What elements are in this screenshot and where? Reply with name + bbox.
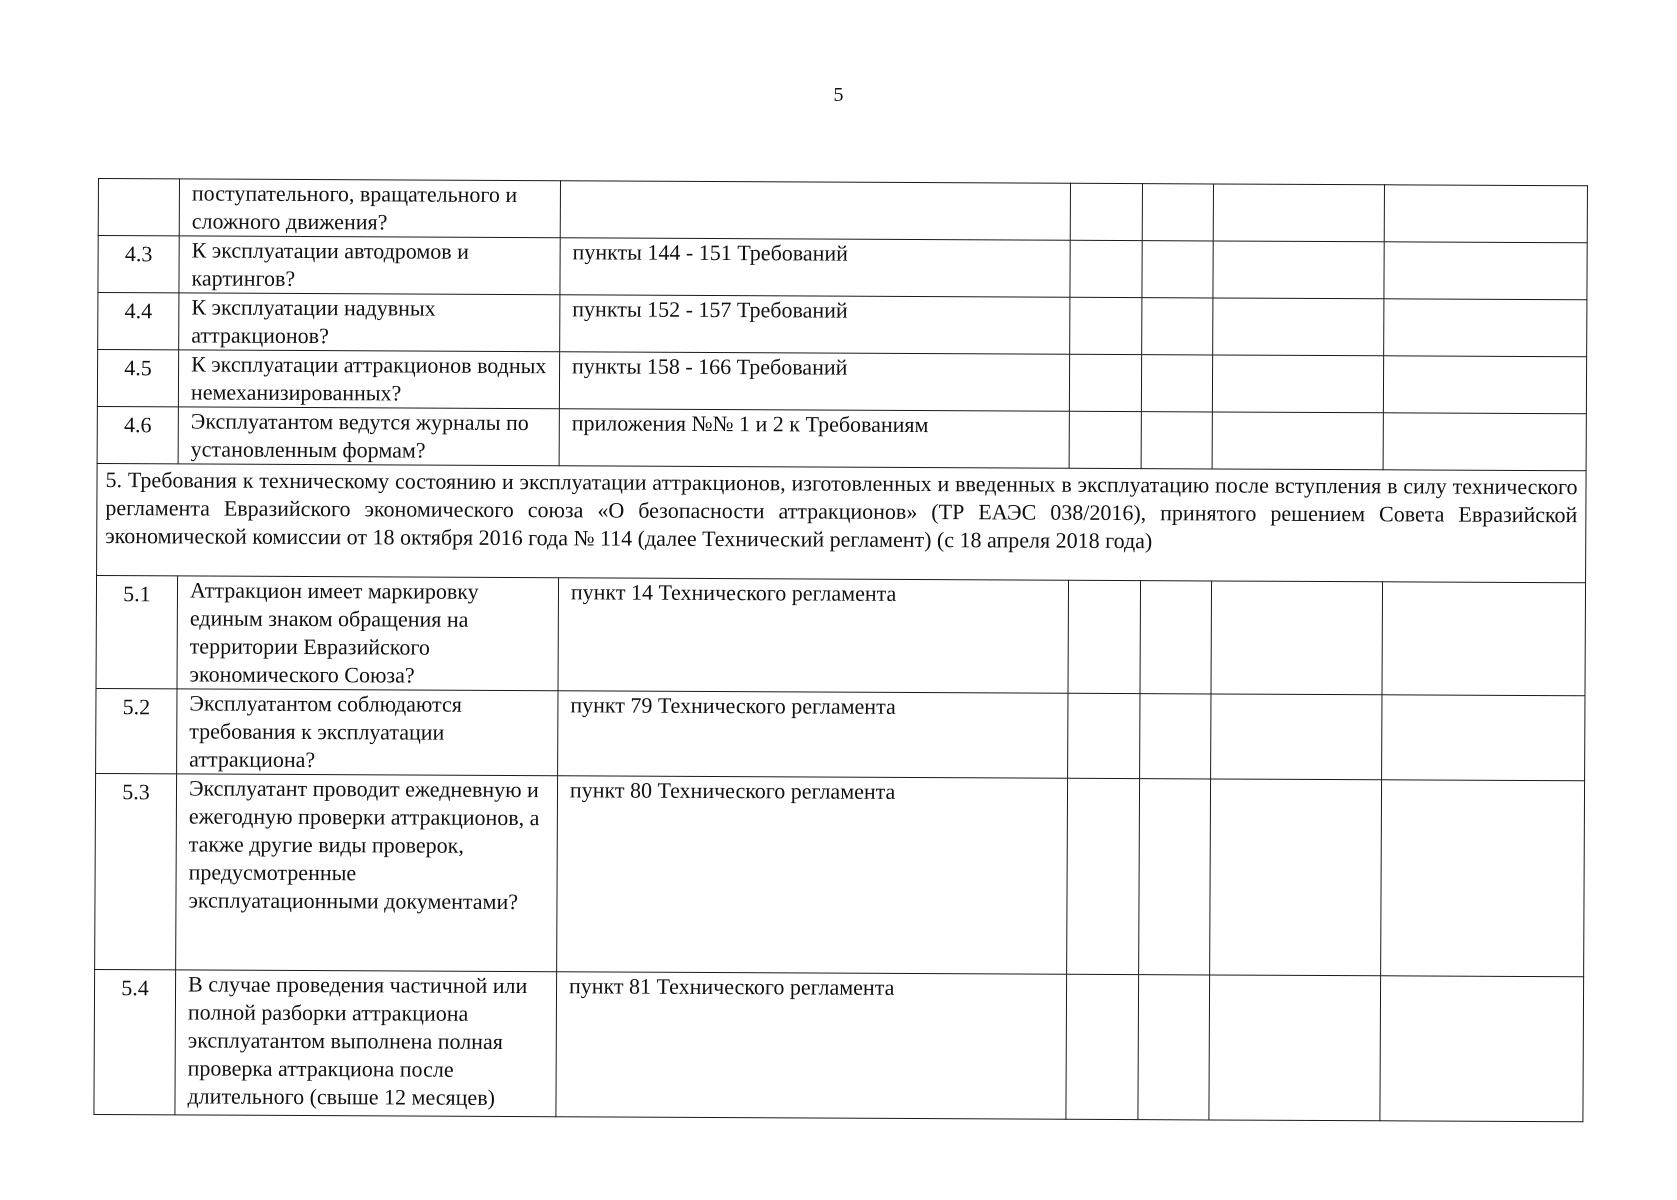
answer-cell-no bbox=[1138, 779, 1211, 975]
answer-cell-yes bbox=[1068, 693, 1140, 778]
answer-cell-notes bbox=[1384, 242, 1587, 300]
answer-cell-no bbox=[1142, 184, 1214, 241]
answer-cell-yes bbox=[1070, 240, 1142, 297]
row-question: поступательного, вращательного и сложного движения? bbox=[179, 179, 560, 238]
table-row bbox=[98, 293, 1587, 357]
page-number: 5 bbox=[833, 84, 844, 106]
row-question: Аттракцион имеет маркировку единым знаком обращения на территории Евразийского экономического Союза? bbox=[177, 576, 558, 691]
answer-cell-notes bbox=[1380, 780, 1584, 977]
answer-cell-notes bbox=[1382, 582, 1586, 696]
row-number: 4.6 bbox=[97, 406, 178, 463]
row-question: В случае проведения частичной или полной разборки аттракциона эксплуатантом выполнена полная проверка аттракциона после длительного (свыше 12 месяцев) bbox=[175, 970, 557, 1117]
answer-cell-yes bbox=[1069, 411, 1141, 468]
answer-cell-yes bbox=[1067, 778, 1140, 974]
section-heading: 5. Требования к техническому состоянию и эксплуатации аттракционов, изготовленных и введенных в эксплуатацию после вступления в силу технического регламента Евразийского экономического союза «О безопасности аттракционов» (ТР ЕАЭС 038/2016), принятого решением Совета Евразийской экономической комиссии от 18 октября 2016 года № 114 (далее Технический регламент) (с 18 апреля 2018 года) bbox=[97, 463, 1587, 582]
answer-cell-not-applicable bbox=[1211, 694, 1382, 780]
row-question: К эксплуатации автодромов и картингов? bbox=[179, 236, 560, 295]
row-reference: пункты 144 - 151 Требований bbox=[560, 238, 1071, 297]
row-number bbox=[98, 179, 179, 236]
answer-cell-not-applicable bbox=[1212, 412, 1383, 470]
answer-cell-not-applicable bbox=[1211, 581, 1382, 695]
answer-cell-no bbox=[1141, 412, 1213, 469]
answer-cell-no bbox=[1141, 355, 1213, 412]
table-row bbox=[96, 688, 1585, 780]
row-reference: пункты 158 - 166 Требований bbox=[559, 352, 1070, 411]
row-question: Эксплуатантом ведутся журналы по установленным формам? bbox=[178, 407, 559, 466]
answer-cell-yes bbox=[1070, 354, 1142, 411]
row-question: К эксплуатации аттракционов водных немеханизированных? bbox=[178, 350, 559, 409]
answer-cell-no bbox=[1139, 694, 1211, 779]
checklist-table bbox=[93, 178, 1588, 1122]
table-row bbox=[94, 969, 1584, 1121]
row-question: Эксплуатантом соблюдаются требования к эксплуатации аттракциона? bbox=[177, 689, 558, 776]
section-heading-row bbox=[97, 463, 1587, 582]
answer-cell-no bbox=[1138, 975, 1210, 1120]
row-number: 4.5 bbox=[97, 350, 178, 407]
answer-cell-yes bbox=[1066, 974, 1138, 1119]
row-number: 5.2 bbox=[96, 688, 177, 773]
row-reference bbox=[560, 181, 1071, 240]
answer-cell-not-applicable bbox=[1213, 241, 1384, 299]
answer-cell-notes bbox=[1384, 299, 1587, 357]
row-number: 4.3 bbox=[98, 236, 179, 293]
answer-cell-notes bbox=[1383, 413, 1586, 471]
answer-cell-yes bbox=[1068, 580, 1140, 693]
answer-cell-notes bbox=[1383, 356, 1586, 414]
row-reference: пункт 80 Технического регламента bbox=[557, 776, 1068, 974]
answer-cell-no bbox=[1142, 241, 1214, 298]
row-number: 5.4 bbox=[94, 969, 176, 1114]
row-question: Эксплуатант проводит ежедневную и ежегодную проверки аттракционов, а также другие виды проверок, предусмотренные эксплуатационными документами? bbox=[176, 774, 558, 972]
answer-cell-not-applicable bbox=[1213, 355, 1384, 413]
answer-cell-yes bbox=[1070, 297, 1142, 354]
row-reference: приложения №№ 1 и 2 к Требованиям bbox=[559, 409, 1070, 468]
table-row bbox=[97, 406, 1586, 470]
table-row bbox=[98, 236, 1587, 300]
answer-cell-no bbox=[1141, 298, 1213, 355]
row-number: 4.4 bbox=[98, 293, 179, 350]
row-reference: пункт 14 Технического регламента bbox=[558, 578, 1069, 693]
answer-cell-notes bbox=[1381, 695, 1585, 781]
answer-cell-not-applicable bbox=[1209, 975, 1380, 1121]
table-row bbox=[96, 575, 1586, 695]
answer-cell-not-applicable bbox=[1210, 779, 1381, 976]
row-reference: пункт 79 Технического регламента bbox=[558, 691, 1069, 778]
row-number: 5.3 bbox=[95, 773, 177, 969]
row-reference: пункт 81 Технического регламента bbox=[556, 972, 1067, 1119]
row-number: 5.1 bbox=[96, 575, 178, 688]
answer-cell-notes bbox=[1384, 185, 1587, 243]
answer-cell-not-applicable bbox=[1214, 184, 1385, 242]
answer-cell-not-applicable bbox=[1213, 298, 1384, 356]
row-question: К эксплуатации надувных аттракционов? bbox=[179, 293, 560, 352]
answer-cell-yes bbox=[1071, 183, 1143, 240]
table-row bbox=[95, 773, 1585, 976]
row-reference: пункты 152 - 157 Требований bbox=[560, 295, 1071, 354]
table-row bbox=[98, 179, 1587, 243]
answer-cell-notes bbox=[1380, 976, 1584, 1122]
answer-cell-no bbox=[1140, 581, 1212, 694]
table-row bbox=[97, 350, 1586, 414]
